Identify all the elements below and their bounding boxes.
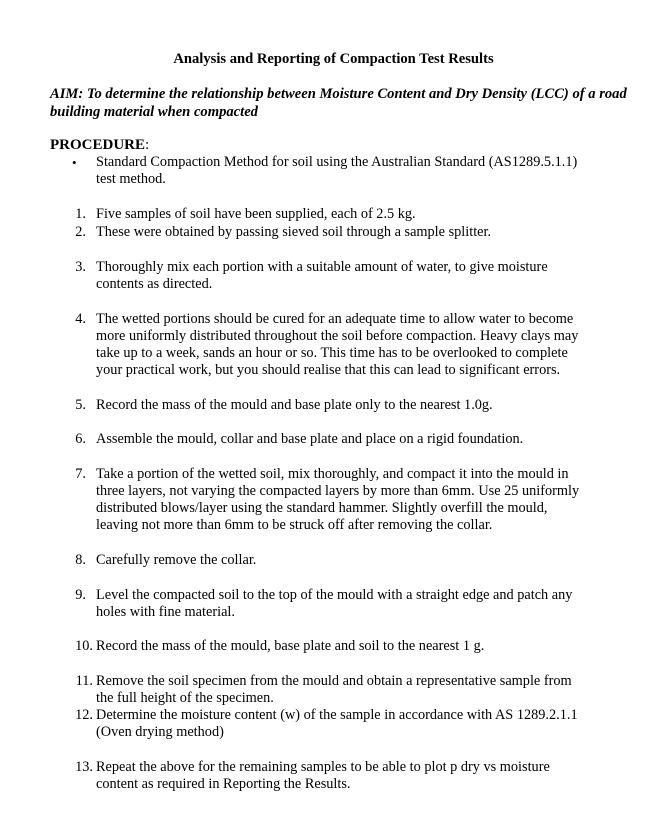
step-text xyxy=(96,759,636,793)
step-number: 1. xyxy=(75,206,86,222)
procedure-heading-label: PROCEDURE xyxy=(50,137,146,153)
bullet-line: Standard Compaction Method for soil using the Australian Standard (AS1289.5.1.1) xyxy=(96,154,578,170)
step-number: 10. xyxy=(75,638,93,654)
step-text xyxy=(96,587,636,621)
step-text xyxy=(96,552,636,569)
step-line: These were obtained by passing sieved soil through a sample splitter. xyxy=(96,224,492,240)
aim-statement: AIM: To determine the relationship between Moisture Content and Dry Density (LCC) of a road building material when compacted xyxy=(50,86,627,120)
step-line: more uniformly distributed throughout the soil before compaction. Heavy clays may xyxy=(96,328,579,345)
step-number: 11. xyxy=(75,673,93,689)
procedure-heading xyxy=(50,136,149,154)
step-line: your practical work, but you should realise that this can lead to significant errors. xyxy=(96,362,561,379)
bullet-line: test method. xyxy=(96,171,166,188)
step-line: holes with fine material. xyxy=(96,604,235,621)
step-number: 6. xyxy=(75,431,86,447)
step-text xyxy=(96,707,636,741)
step-text xyxy=(96,431,636,448)
step-line: Determine the moisture content (w) of the sample in accordance with AS 1289.2.1.1 xyxy=(96,707,578,723)
step-text xyxy=(96,311,636,379)
step-number: 8. xyxy=(75,552,86,568)
step-line: Thoroughly mix each portion with a suitable amount of water, to give moisture xyxy=(96,259,548,275)
step-number: 4. xyxy=(75,311,86,327)
document-title: Analysis and Reporting of Compaction Test Results xyxy=(173,51,494,67)
step-line: three layers, not varying the compacted layers by more than 6mm. Use 25 uniformly xyxy=(96,483,580,500)
step-line: Take a portion of the wetted soil, mix thoroughly, and compact it into the mould in xyxy=(96,466,569,482)
step-line: distributed blows/layer using the standard hammer. Slightly overfill the mould, xyxy=(96,500,548,517)
step-text xyxy=(96,397,636,414)
procedure-heading-colon: : xyxy=(145,137,150,153)
bullet-marker: • xyxy=(72,155,77,170)
step-line: Remove the soil specimen from the mould and obtain a representative sample from xyxy=(96,673,572,689)
step-line: Assemble the mould, collar and base plate and place on a rigid foundation. xyxy=(96,431,524,447)
step-line: Repeat the above for the remaining samples to be able to plot p dry vs moisture xyxy=(96,759,550,775)
step-number: 7. xyxy=(75,466,86,482)
step-number: 3. xyxy=(75,259,86,275)
step-line: take up to a week, sands an hour or so. This time has to be overlooked to complete xyxy=(96,345,568,362)
step-text xyxy=(96,259,636,293)
step-line: The wetted portions should be cured for an adequate time to allow water to become xyxy=(96,311,574,327)
step-number: 12. xyxy=(75,707,93,723)
step-line: Record the mass of the mould and base plate only to the nearest 1.0g. xyxy=(96,397,493,413)
step-line: Five samples of soil have been supplied, each of 2.5 kg. xyxy=(96,206,416,222)
step-text xyxy=(96,466,636,534)
step-text xyxy=(96,206,636,223)
step-text xyxy=(96,224,636,241)
step-line: Carefully remove the collar. xyxy=(96,552,257,568)
bullet-text xyxy=(96,154,636,188)
step-text xyxy=(96,638,636,655)
step-number: 9. xyxy=(75,587,86,603)
step-line: Record the mass of the mould, base plate and soil to the nearest 1 g. xyxy=(96,638,485,654)
step-line: (Oven drying method) xyxy=(96,724,224,741)
step-line: contents as directed. xyxy=(96,276,213,293)
step-number: 5. xyxy=(75,397,86,413)
step-line: leaving not more than 6mm to be struck off after removing the collar. xyxy=(96,517,493,534)
step-line: content as required in Reporting the Results. xyxy=(96,776,351,793)
step-line: Level the compacted soil to the top of the mould with a straight edge and patch any xyxy=(96,587,573,603)
step-text xyxy=(96,673,636,707)
step-number: 2. xyxy=(75,224,86,240)
step-line: the full height of the specimen. xyxy=(96,690,274,707)
step-number: 13. xyxy=(75,759,93,775)
